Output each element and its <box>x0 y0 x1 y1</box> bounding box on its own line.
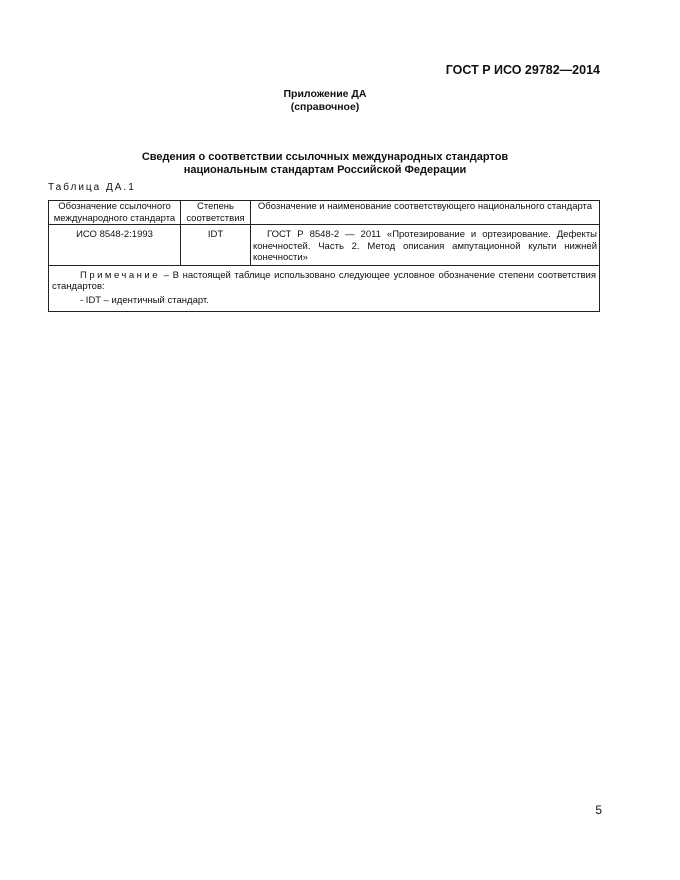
appendix-title: Приложение ДА <box>283 88 367 100</box>
appendix-subtitle: (справочное) <box>290 100 360 113</box>
page-number: 5 <box>595 803 602 817</box>
heading-line-1: Сведения о соответствии ссылочных международных стандартов <box>141 151 509 163</box>
heading-line-2: национальным стандартам Российской Федерации <box>183 163 467 176</box>
header-degree: Степень соответствия <box>181 201 251 225</box>
table-note-row <box>49 265 600 312</box>
table-header-row <box>49 201 600 225</box>
table-label: Таблица ДА.1 <box>48 182 136 193</box>
cell-degree: IDT <box>181 225 251 266</box>
document-code: ГОСТ Р ИСО 29782—2014 <box>445 63 600 77</box>
correspondence-table <box>48 200 600 312</box>
cell-national-standard: ГОСТ Р 8548-2 — 2011 «Протезирование и ортезирование. Дефекты конечностей. Часть 2. Метод описания ампутационной культи нижней конечности» <box>251 225 600 266</box>
note-item: - IDT – идентичный стандарт. <box>80 294 209 306</box>
table-note <box>49 265 600 312</box>
note-text: – В настоящей таблице использовано следующее условное обозначение степени соответствия стандартов: <box>52 269 596 292</box>
header-intl-standard: Обозначение ссылочного международного стандарта <box>49 201 181 225</box>
section-heading <box>0 151 650 176</box>
table-row <box>49 225 600 266</box>
cell-intl-standard: ИСО 8548-2:1993 <box>49 225 181 266</box>
header-national-standard: Обозначение и наименование соответствующего национального стандарта <box>251 201 600 225</box>
appendix-block <box>0 88 650 113</box>
note-label: Примечание <box>80 269 160 281</box>
